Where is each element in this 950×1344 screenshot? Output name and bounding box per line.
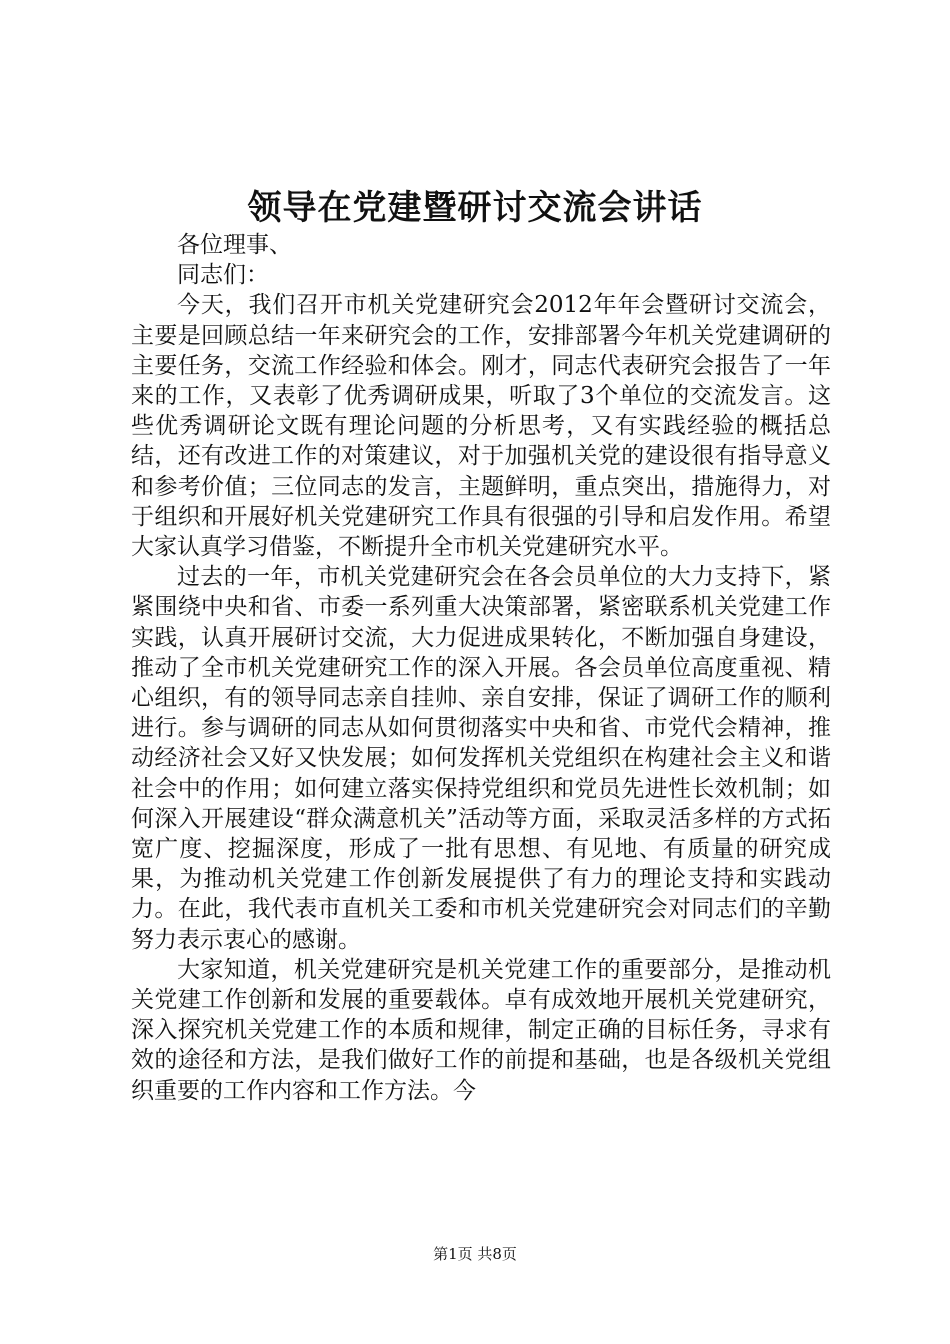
page-number: 第1页 共8页	[433, 1245, 517, 1263]
document-body	[131, 230, 831, 1106]
body-paragraph: 今天，我们召开市机关党建研究会2012年年会暨研讨交流会，主要是回顾总结一年来研究会的工作，安排部署今年机关党建调研的主要任务，交流工作经验和体会。刚才，同志代表研究会报告了一年来的工作，又表彰了优秀调研成果，听取了3个单位的交流发言。这些优秀调研论文既有理论问题的分析思考，又有实践经验的概括总结，还有改进工作的对策建议，对于加强机关党的建设很有指导意义和参考价值；三位同志的发言，主题鲜明，重点突出，措施得力，对于组织和开展好机关党建研究工作具有很强的引导和启发作用。希望大家认真学习借鉴，不断提升全市机关党建研究水平。	[131, 292, 831, 561]
salutation-line: 各位理事、	[177, 232, 292, 258]
salutation-line: 同志们：	[177, 262, 269, 289]
document-title: 领导在党建暨研讨交流会讲话	[247, 188, 703, 228]
body-paragraph: 大家知道，机关党建研究是机关党建工作的重要部分，是推动机关党建工作创新和发展的重要载体。卓有成效地开展机关党建研究，深入探究机关党建工作的本质和规律，制定正确的目标任务，寻求有效的途径和方法，是我们做好工作的前提和基础，也是各级机关党组织重要的工作内容和工作方法。今	[131, 956, 831, 1104]
body-paragraph: 过去的一年，市机关党建研究会在各会员单位的大力支持下，紧紧围绕中央和省、市委一系列重大决策部署，紧密联系机关党建工作实践，认真开展研讨交流，大力促进成果转化，不断加强自身建设，推动了全市机关党建研究工作的深入开展。各会员单位高度重视、精心组织，有的领导同志亲自挂帅、亲自安排，保证了调研工作的顺利进行。参与调研的同志从如何贯彻落实中央和省、市党代会精神，推动经济社会又好又快发展；如何发挥机关党组织在构建社会主义和谐社会中的作用；如何建立落实保持党组织和党员先进性长效机制；如何深入开展建设“群众满意机关”活动等方面，采取灵活多样的方式拓宽广度、挖掘深度，形成了一批有思想、有见地、有质量的研究成果，为推动机关党建工作创新发展提供了有力的理论支持和实践动力。在此，我代表市直机关工委和市机关党建研究会对同志们的辛勤努力表示衷心的感谢。	[131, 564, 831, 953]
